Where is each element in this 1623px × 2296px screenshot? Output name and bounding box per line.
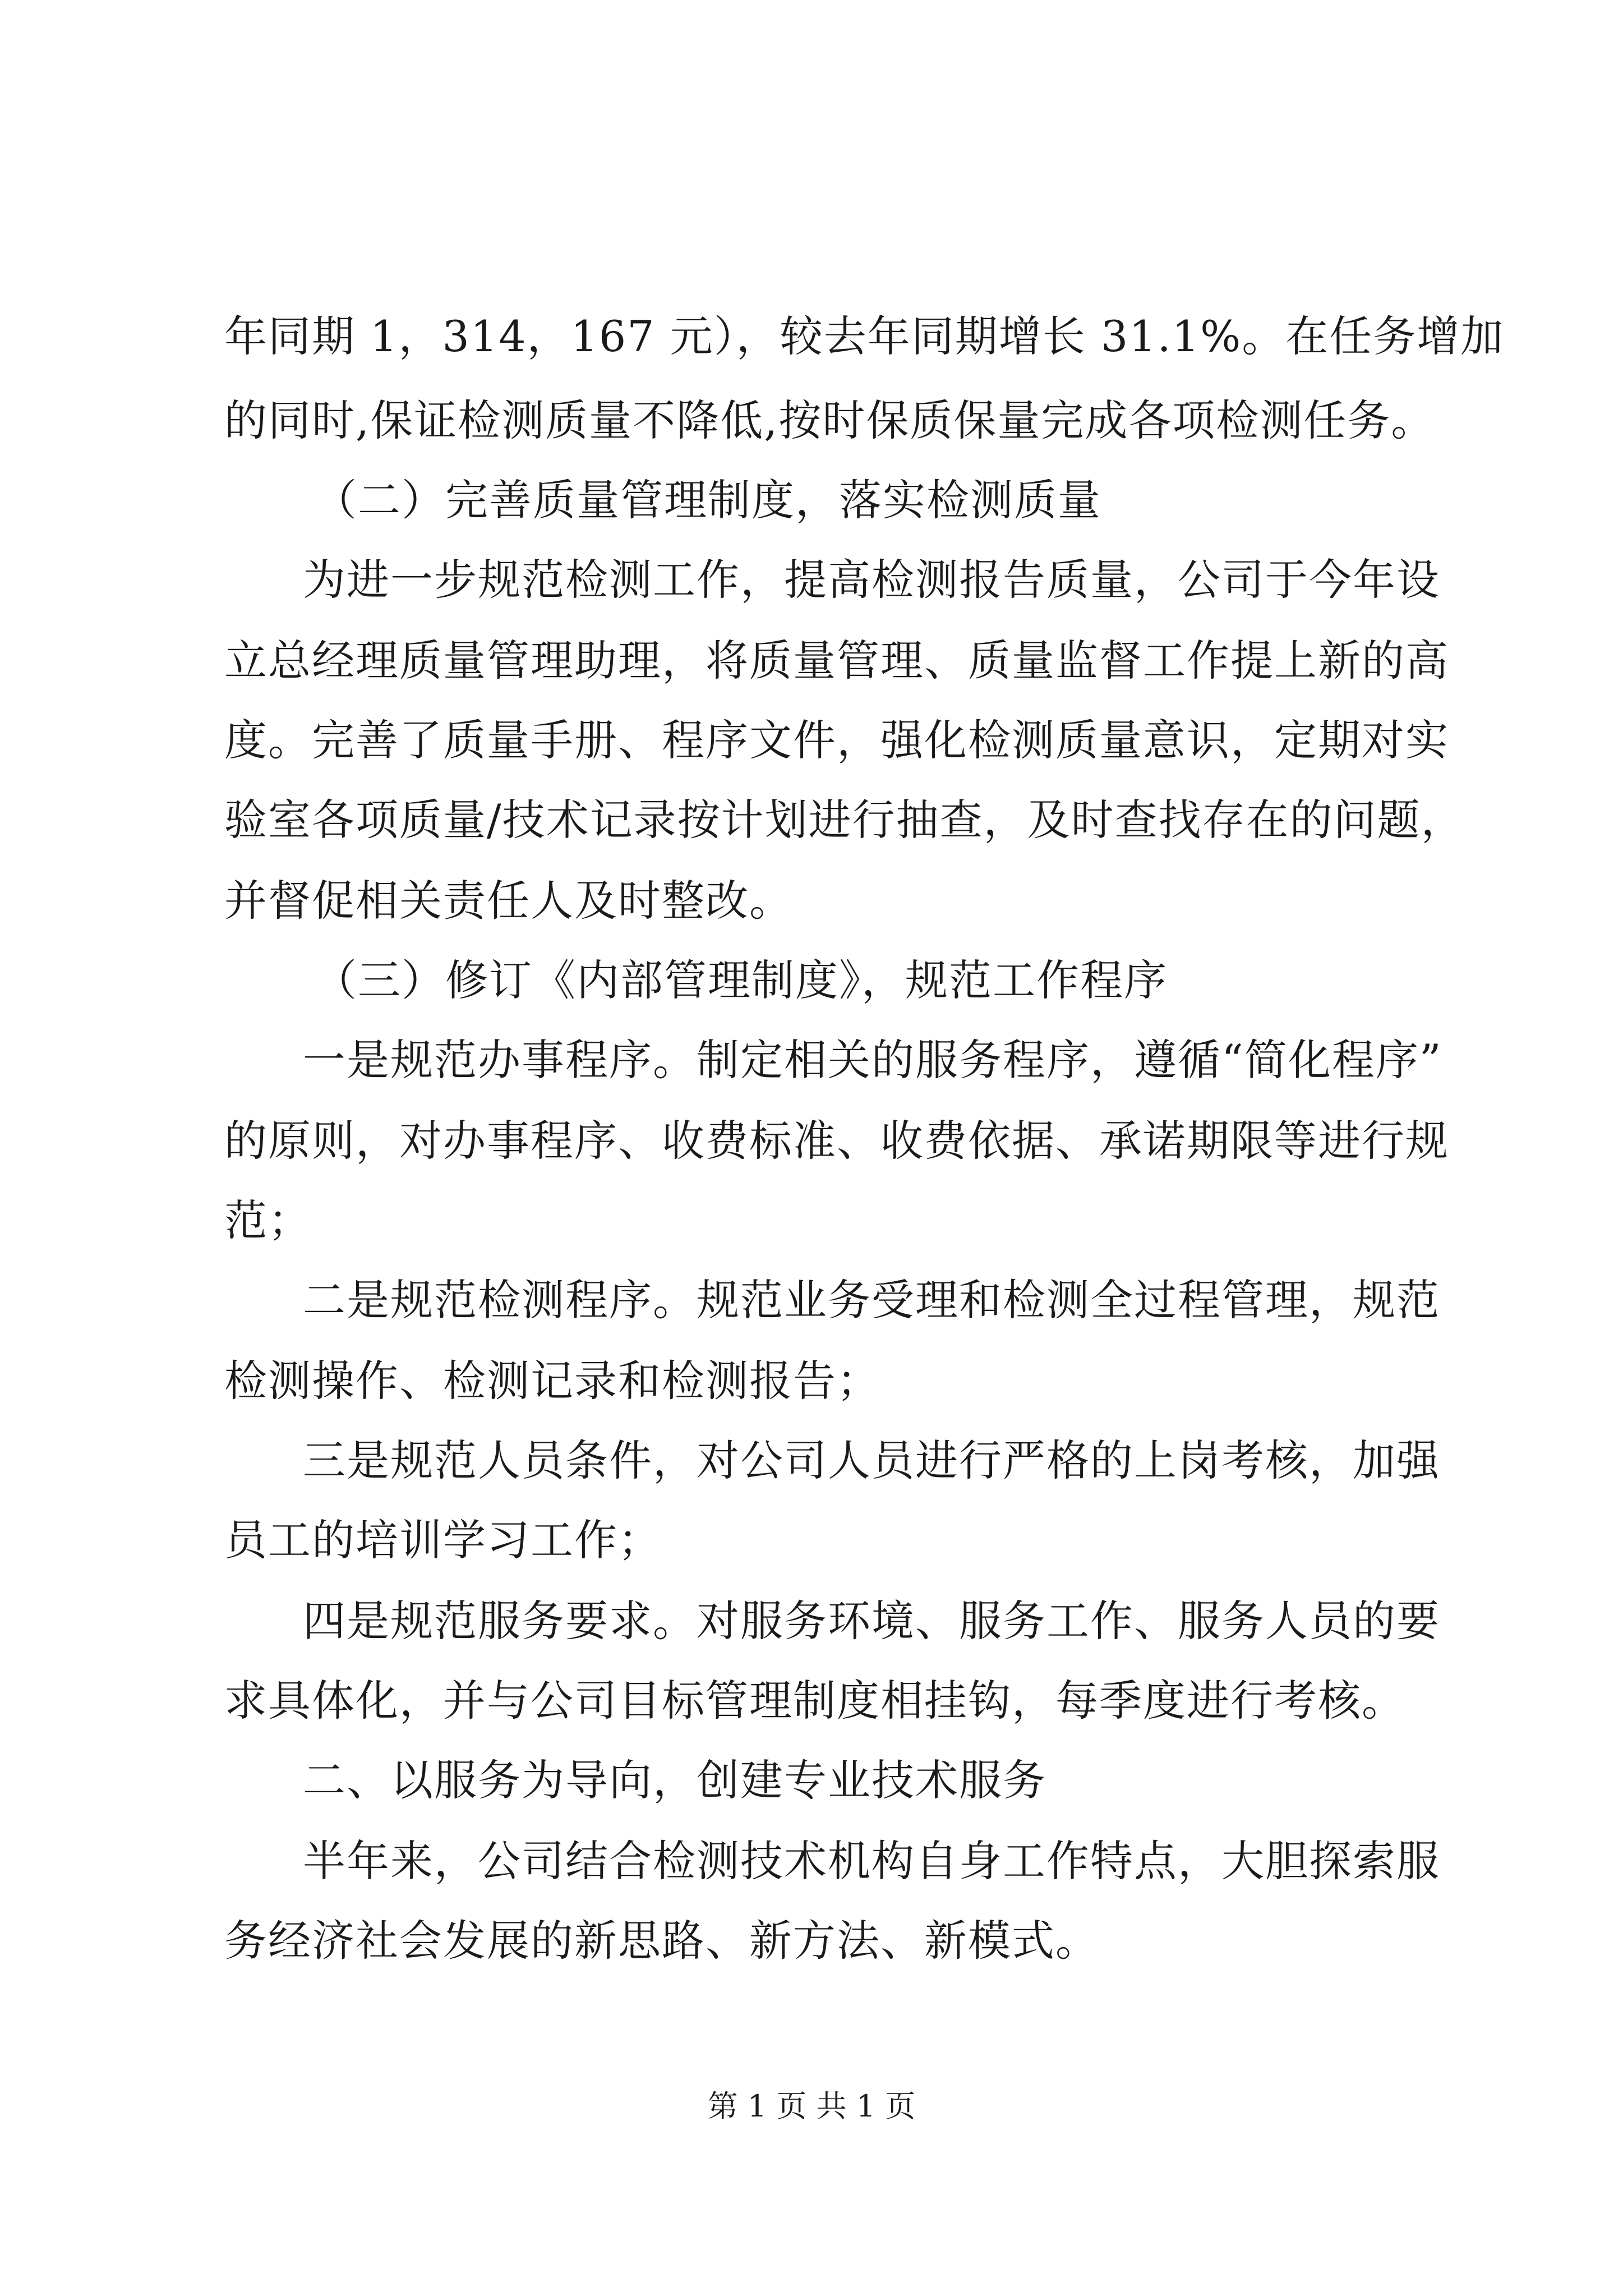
text-line: 半年来，公司结合检测技术机构自身工作特点，大胆探索服 [303, 1836, 1440, 1886]
section-heading: 二、以服务为导向，创建专业技术服务 [303, 1755, 1046, 1805]
page-footer: 第 1 页 共 1 页 [707, 2088, 916, 2124]
text-line: 为进一步规范检测工作，提高检测报告质量，公司于今年设 [303, 555, 1440, 605]
text-line: 的同时,保证检测质量不降低,按时保质保量完成各项检测任务。 [224, 395, 1435, 445]
section-heading: （三）修订《内部管理制度》，规范工作程序 [314, 955, 1168, 1005]
text-line: 立总经理质量管理助理，将质量管理、质量监督工作提上新的高 [224, 636, 1449, 685]
text-line: 求具体化，并与公司目标管理制度相挂钩，每季度进行考核。 [224, 1676, 1405, 1726]
text-line: 度。完善了质量手册、程序文件，强化检测质量意识，定期对实 [224, 715, 1449, 765]
text-line: 一是规范办事程序。制定相关的服务程序，遵循“简化程序” [303, 1035, 1442, 1085]
text-line: 检测操作、检测记录和检测报告； [224, 1356, 880, 1406]
text-line: 二是规范检测程序。规范业务受理和检测全过程管理，规范 [303, 1275, 1440, 1325]
text-line: 的原则，对办事程序、收费标准、收费依据、承诺期限等进行规 [224, 1116, 1449, 1166]
text-line: 四是规范服务要求。对服务环境、服务工作、服务人员的要 [303, 1596, 1440, 1646]
section-heading: （二）完善质量管理制度，落实检测质量 [314, 475, 1101, 525]
text-line: 年同期 1，314，167 元），较去年同期增长 31.1%。在任务增加 [224, 311, 1505, 361]
text-line: 务经济社会发展的新思路、新方法、新模式。 [224, 1916, 1099, 1966]
text-line: 验室各项质量/技术记录按计划进行抽查，及时查找存在的问题， [224, 795, 1465, 845]
text-line: 并督促相关责任人及时整改。 [224, 876, 793, 926]
text-line: 三是规范人员条件，对公司人员进行严格的上岗考核，加强 [303, 1435, 1440, 1485]
text-line: 范； [224, 1195, 312, 1245]
text-line: 员工的培训学习工作； [224, 1515, 662, 1565]
